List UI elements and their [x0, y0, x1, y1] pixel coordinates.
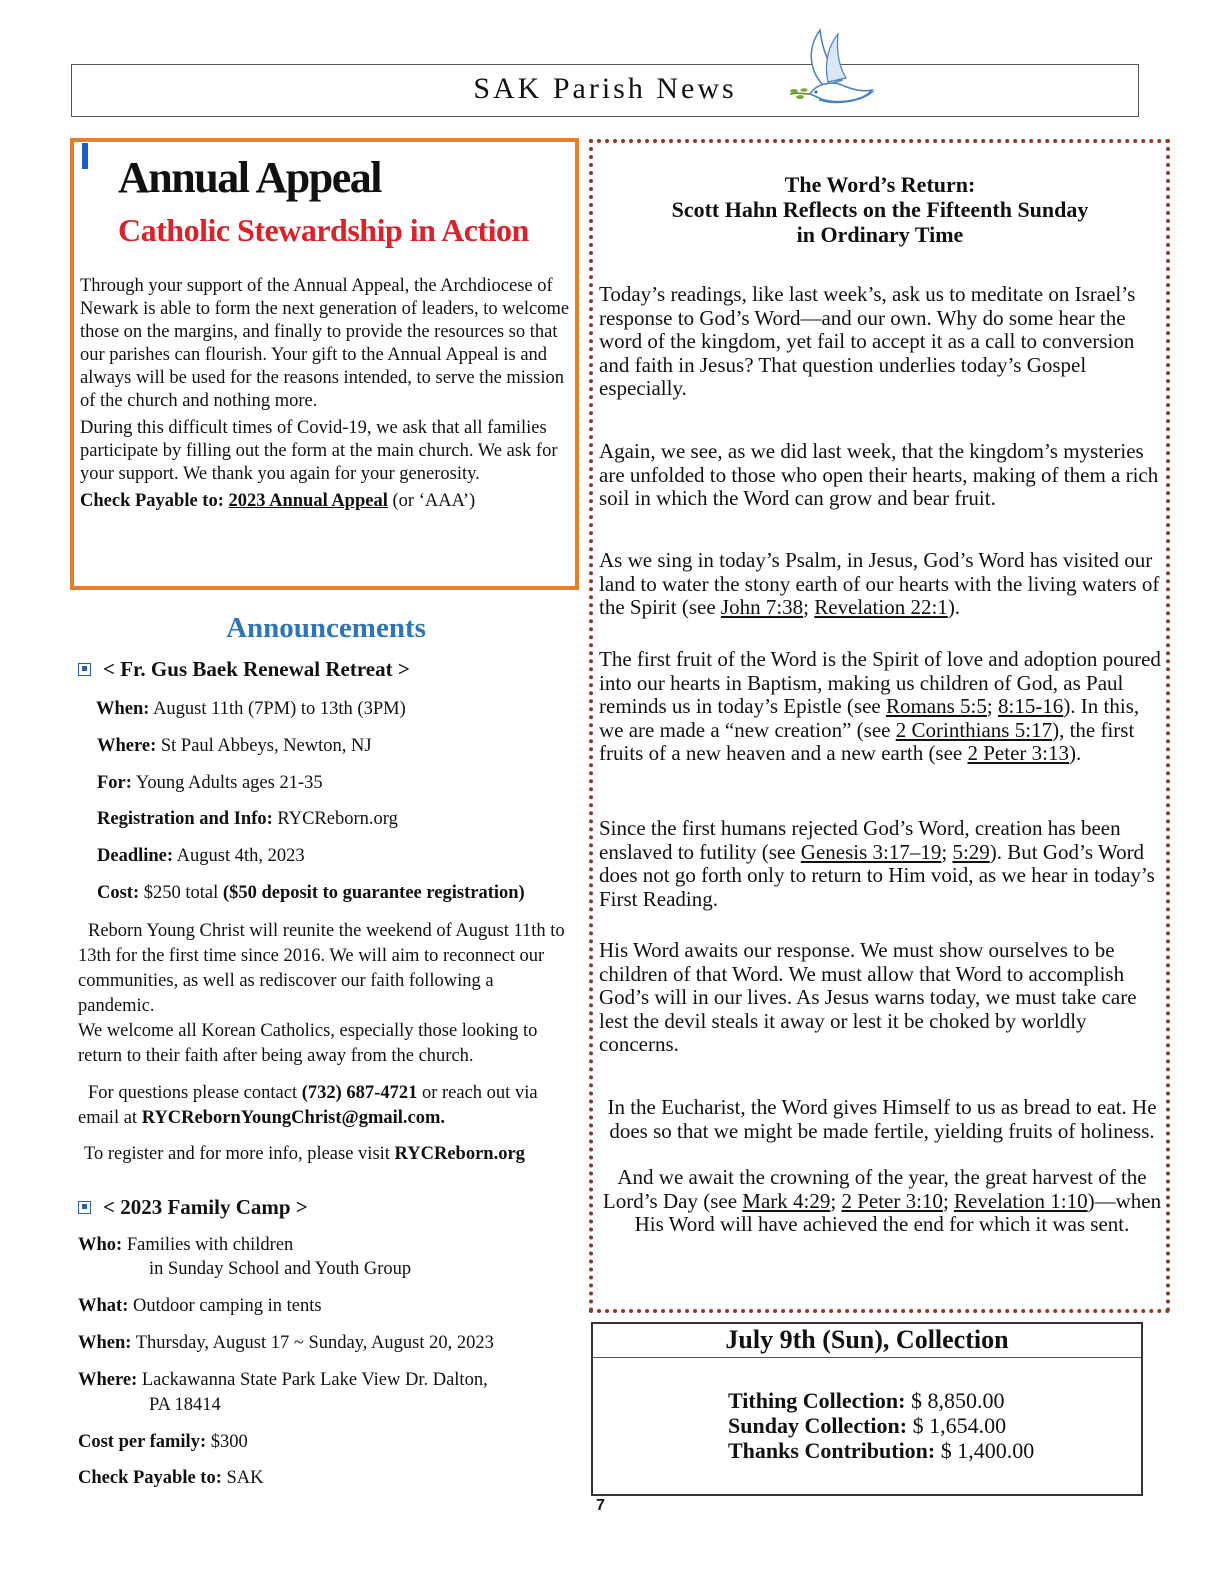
scripture-link[interactable]: 2 Peter 3:10: [841, 1188, 943, 1213]
reflection-paragraph: Today’s readings, like last week’s, ask us to meditate on Israel’s response to God’s Word—and our own. Why do some hear the word of the kingdom, yet fail to accept it as a call to conversion and faith in Jesus? That question underlies today’s Gospel especially.: [599, 282, 1136, 400]
scripture-link[interactable]: Revelation 22:1: [814, 595, 948, 619]
reflection-paragraph: Again, we see, as we did last week, that the kingdom’s mysteries are unfolded to those who open their hearts, making of them a rich soil in which the Word can grow and bear fruit.: [599, 439, 1159, 510]
tithing-collection: Tithing Collection: $ 8,850.00: [728, 1388, 1005, 1413]
reflection-paragraph: And we await the crowning of the year, the great harvest of the Lord’s Day (see Mark 4:29; 2 Peter 3:10; Revelation 1:10)—when His Word will have achieved the end for which it was sent.: [602, 1165, 1162, 1236]
scripture-link[interactable]: Mark 4:29: [742, 1188, 831, 1213]
check-value: 2023 Annual Appeal: [228, 491, 388, 511]
sunday-collection: Sunday Collection: $ 1,654.00: [728, 1413, 1007, 1438]
scripture-link[interactable]: Romans 5:5: [885, 694, 987, 718]
retreat-registration: Registration and Info: RYCReborn.org: [97, 809, 398, 829]
retreat-deadline: Deadline: August 4th, 2023: [97, 846, 305, 866]
check-note: (or ‘AAA’): [392, 491, 476, 511]
retreat-for: For: Young Adults ages 21-35: [97, 773, 323, 793]
reflection-paragraph: As we sing in today’s Psalm, in Jesus, God’s Word has visited our land to water the stony earth of our hearts with the living waters of the Spirit (see John 7:38; Revelation 22:1).: [599, 548, 1160, 619]
thanks-contribution: Thanks Contribution: $ 1,400.00: [728, 1438, 1035, 1463]
collection-heading: July 9th (Sun), Collection: [593, 1324, 1141, 1358]
scripture-link[interactable]: John 7:38: [720, 595, 804, 619]
retreat-where: Where: St Paul Abbeys, Newton, NJ: [97, 736, 372, 756]
scripture-link[interactable]: Genesis 3:17–19: [800, 839, 942, 864]
camp-what: What: Outdoor camping in tents: [78, 1296, 322, 1316]
camp-where-cont: PA 18414: [149, 1395, 221, 1415]
scripture-link[interactable]: Revelation 1:10: [954, 1188, 1088, 1213]
retreat-cost: Cost: $250 total ($50 deposit to guarantee registration): [97, 883, 525, 903]
camp-who-cont: in Sunday School and Youth Group: [149, 1259, 412, 1279]
camp-heading: < 2023 Family Camp >: [78, 1195, 308, 1220]
retreat-when: When: August 11th (7PM) to 13th (3PM): [96, 699, 406, 719]
page-number: 7: [596, 1497, 605, 1514]
appeal-paragraph: During this difficult times of Covid-19, we ask that all families participate by filling out the form at the main church. We ask for your support. We thank you again for your generosity.: [80, 418, 558, 484]
retreat-description: Reborn Young Christ will reunite the weekend of August 11th to 13th for the first time since 2016. We will aim to reconnect our communities, as well as rediscover our faith following a pandemic.: [78, 921, 565, 1016]
camp-when: When: Thursday, August 17 ~ Sunday, August 20, 2023: [78, 1333, 494, 1353]
scripture-link[interactable]: 2 Peter 3:13: [967, 741, 1069, 765]
reflection-paragraph: Since the first humans rejected God’s Word, creation has been enslaved to futility (see Genesis 3:17–19; 5:29). But God’s Word does not go forth only to return to Him void, as we hear in today’s First Reading.: [599, 816, 1155, 911]
camp-who: Who: Families with children: [78, 1235, 294, 1255]
scripture-link[interactable]: 2 Corinthians 5:17: [895, 717, 1053, 742]
check-label: Check Payable to:: [80, 491, 224, 511]
appeal-body: [80, 275, 572, 517]
reflection-paragraph: In the Eucharist, the Word gives Himself to us as bread to eat. He does so that we might be made fertile, yielding fruits of holiness.: [607, 1095, 1157, 1143]
dove-icon: [780, 20, 880, 120]
appeal-subtitle: Catholic Stewardship in Action: [118, 212, 529, 248]
camp-cost: Cost per family: $300: [78, 1432, 248, 1452]
newsletter-title: SAK Parish News: [473, 72, 737, 105]
retreat-contact: For questions please contact (732) 687-4721 or reach out via email at RYCRebornYoungChrist@gmail.com.: [78, 1083, 538, 1128]
appeal-check-line: [80, 490, 572, 513]
retreat-register: To register and for more info, please visit RYCReborn.org: [84, 1144, 525, 1164]
scripture-link[interactable]: 8:15-16: [997, 694, 1064, 718]
scripture-link[interactable]: 5:29: [952, 839, 990, 864]
reflection-paragraph: His Word awaits our response. We must show ourselves to be children of that Word. We must allow that Word to accomplish God’s will in our lives. As Jesus warns today, we must take care lest the devil steals it away or lest it be choked by worldly concerns.: [599, 938, 1137, 1056]
appeal-accent-bar: [82, 143, 88, 169]
announcements-title: Announcements: [226, 612, 426, 644]
reflection-paragraph: The first fruit of the Word is the Spirit of love and adoption poured into our hearts in Baptism, making us children of God, as Paul reminds us in today’s Epistle (see Romans 5:5; 8:15-16). In this, we are made a “new creation” (see 2 Corinthians 5:17), the first fruits of a new heaven and a new earth (see 2 Peter 3:13).: [599, 647, 1161, 765]
appeal-paragraph: Through your support of the Annual Appeal, the Archdiocese of Newark is able to form the next generation of leaders, to welcome those on the margins, and finally to provide the resources so that our parishes can flourish. Your gift to the Annual Appeal is and always will be used for the reasons intended, to serve the mission of the church and nothing more.: [80, 276, 570, 411]
reflection-title: The Word’s Return: Scott Hahn Reflects on the Fifteenth Sunday in Ordinary Time: [671, 172, 1089, 247]
bullet-icon: [78, 663, 91, 676]
bullet-icon: [78, 1201, 91, 1214]
retreat-heading: < Fr. Gus Baek Renewal Retreat >: [78, 657, 410, 682]
appeal-title: Annual Appeal: [118, 153, 381, 202]
camp-check: Check Payable to: SAK: [78, 1468, 264, 1488]
retreat-welcome: We welcome all Korean Catholics, especially those looking to return to their faith after being away from the church.: [78, 1021, 538, 1066]
camp-where: Where: Lackawanna State Park Lake View Dr. Dalton,: [78, 1370, 488, 1390]
